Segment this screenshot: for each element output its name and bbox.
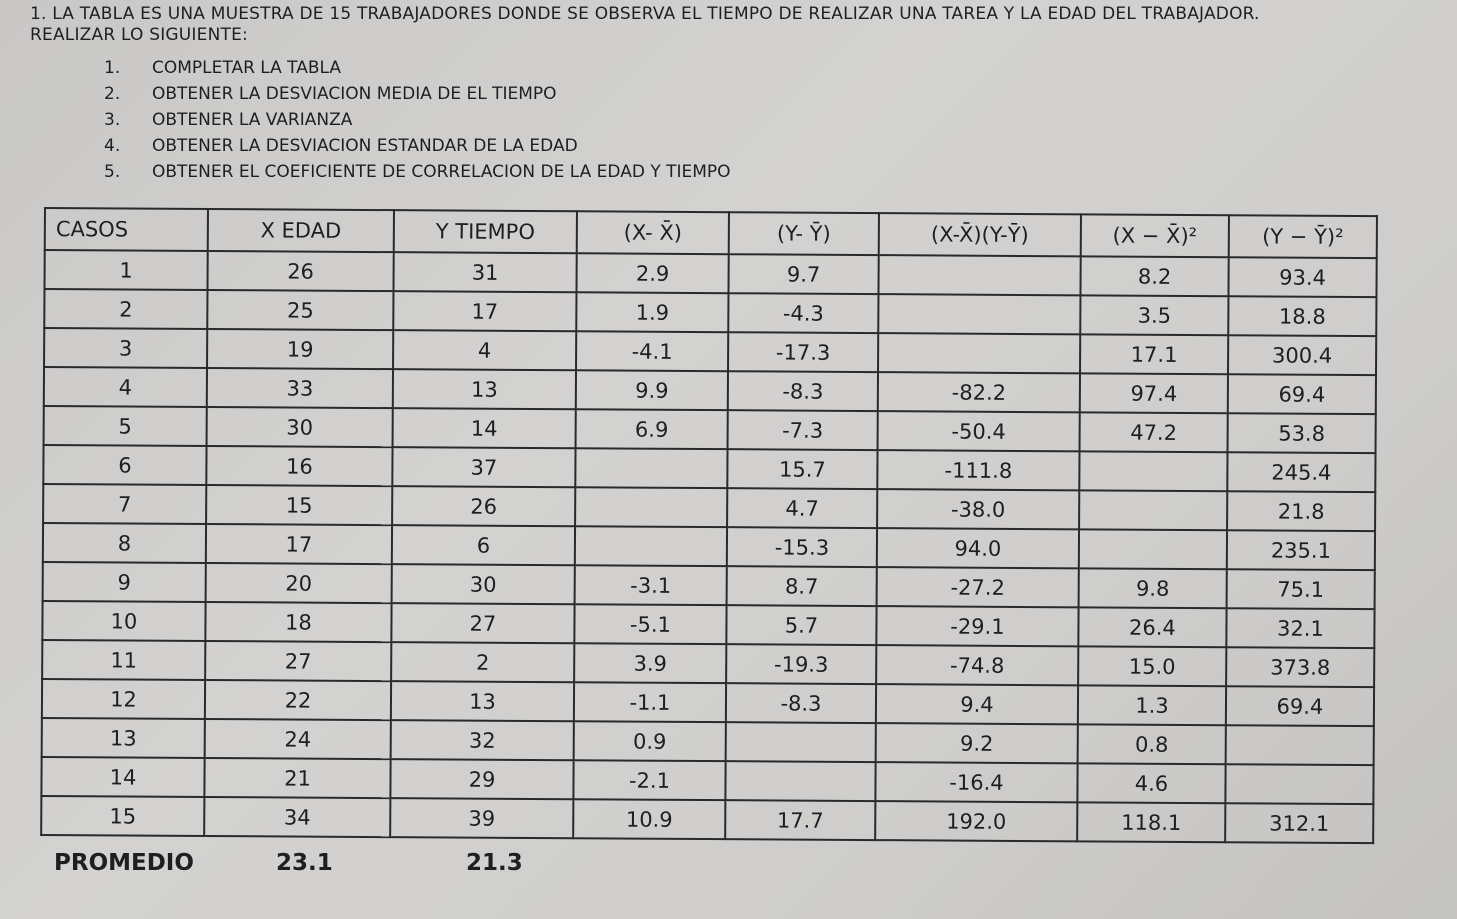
table-cell: 97.4 xyxy=(1080,373,1228,413)
table-cell: 4 xyxy=(44,367,207,407)
task-number: 3. xyxy=(104,110,121,130)
table-cell xyxy=(575,526,727,566)
table-cell: 3.9 xyxy=(574,643,726,683)
instruction-line-1: 1. LA TABLA ES UNA MUESTRA DE 15 TRABAJADORES DONDE SE OBSERVA EL TIEMPO DE REALIZAR UNA TAREA Y LA EDAD DEL TRABAJADOR. xyxy=(30,4,1260,24)
table-cell: 26.4 xyxy=(1078,607,1226,647)
table-cell: 47.2 xyxy=(1080,412,1228,452)
table-cell: -50.4 xyxy=(878,411,1080,451)
table-cell xyxy=(575,487,727,527)
table-cell: -4.3 xyxy=(728,293,878,333)
table-cell: 9.7 xyxy=(728,254,878,294)
table-cell: 9.8 xyxy=(1079,568,1227,608)
table-cell: 15 xyxy=(41,796,204,836)
table-cell: 4.7 xyxy=(727,488,877,528)
table-cell: -82.2 xyxy=(878,372,1080,412)
table-cell: 21.8 xyxy=(1227,491,1375,531)
table-cell: 2.9 xyxy=(576,253,728,293)
table-cell: 93.4 xyxy=(1228,257,1376,297)
table-cell: 6 xyxy=(392,525,575,565)
table-cell: 13 xyxy=(393,369,576,409)
table-cell: -19.3 xyxy=(726,644,876,684)
task-number: 1. xyxy=(104,58,121,78)
table-cell xyxy=(878,294,1080,334)
table-cell: 30 xyxy=(392,564,575,604)
task-item xyxy=(104,159,731,185)
table-cell: -4.1 xyxy=(576,331,728,371)
table-cell: 27 xyxy=(205,641,391,681)
table-row xyxy=(41,796,1373,843)
column-header: CASOS xyxy=(45,208,208,251)
table-cell: 3 xyxy=(44,328,207,368)
task-item xyxy=(104,107,731,133)
table-cell xyxy=(575,448,727,488)
task-text: COMPLETAR LA TABLA xyxy=(152,58,342,78)
table-cell: 5 xyxy=(44,406,207,446)
promedio-y-value: 21.3 xyxy=(466,850,523,876)
table-cell: 13 xyxy=(42,718,205,758)
table-cell: -2.1 xyxy=(573,760,725,800)
table-cell: 1 xyxy=(44,250,207,290)
table-cell: -5.1 xyxy=(574,604,726,644)
table-cell: 29 xyxy=(390,759,573,799)
table-cell: 235.1 xyxy=(1227,530,1375,570)
table-cell: 4 xyxy=(393,330,576,370)
table-cell: 1.9 xyxy=(576,292,728,332)
column-header: X EDAD xyxy=(208,209,394,252)
table-cell: -74.8 xyxy=(876,645,1078,685)
table-cell: 10.9 xyxy=(573,799,725,839)
task-number: 5. xyxy=(104,162,121,182)
column-header: (Y- Ȳ) xyxy=(729,212,879,255)
table-cell xyxy=(1079,529,1227,569)
table-cell: 94.0 xyxy=(877,528,1079,568)
table-cell: 69.4 xyxy=(1228,374,1376,414)
table-cell: 34 xyxy=(204,797,390,837)
table-cell xyxy=(1226,725,1374,765)
task-text: OBTENER LA DESVIACION MEDIA DE EL TIEMPO xyxy=(152,84,557,104)
table-cell: 2 xyxy=(44,289,207,329)
table-cell xyxy=(725,761,875,801)
table-cell: 16 xyxy=(206,446,392,486)
table-cell: 39 xyxy=(390,798,573,838)
table-cell: 26 xyxy=(207,251,393,291)
task-item xyxy=(104,81,731,107)
table-cell: 192.0 xyxy=(875,801,1077,841)
promedio-label: PROMEDIO xyxy=(54,850,194,876)
table-cell: 21 xyxy=(204,758,390,798)
instructions xyxy=(30,4,1430,46)
table-cell: 18.8 xyxy=(1228,296,1376,336)
table-cell xyxy=(1079,490,1227,530)
table-cell: 22 xyxy=(205,680,391,720)
table-cell: -27.2 xyxy=(877,567,1079,607)
table-cell: 20 xyxy=(206,563,392,603)
table-cell: 2 xyxy=(391,642,574,682)
table-cell: -38.0 xyxy=(877,489,1079,529)
table-cell: 25 xyxy=(207,290,393,330)
table-cell: 1.3 xyxy=(1078,685,1226,725)
table-cell xyxy=(1079,451,1227,491)
table-cell: 13 xyxy=(391,681,574,721)
table-cell: 373.8 xyxy=(1226,647,1374,687)
table-cell: 17 xyxy=(393,291,576,331)
promedio-x-value: 23.1 xyxy=(276,850,333,876)
table-cell: 8 xyxy=(43,523,206,563)
table-cell: 69.4 xyxy=(1226,686,1374,726)
table-cell: -1.1 xyxy=(574,682,726,722)
table-cell: 9.2 xyxy=(876,723,1078,763)
table-cell: -7.3 xyxy=(728,410,878,450)
column-header: (X- X̄) xyxy=(577,211,729,254)
instruction-line-2: REALIZAR LO SIGUIENTE: xyxy=(30,25,248,45)
table-cell xyxy=(726,722,876,762)
table-cell: 14 xyxy=(41,757,204,797)
column-header: (Y − Ȳ)² xyxy=(1229,215,1377,258)
task-item xyxy=(104,55,731,81)
table-cell: 5.7 xyxy=(726,605,876,645)
table-cell: -8.3 xyxy=(728,371,878,411)
table-cell: 31 xyxy=(393,252,576,292)
table-cell: -16.4 xyxy=(875,762,1077,802)
table-cell: 14 xyxy=(393,408,576,448)
column-header: (X-X̄)(Y-Ȳ) xyxy=(879,213,1081,256)
table-cell: 0.9 xyxy=(574,721,726,761)
table-cell: 4.6 xyxy=(1077,763,1225,803)
table-cell: 8.7 xyxy=(727,566,877,606)
table-cell: 15.0 xyxy=(1078,646,1226,686)
table-cell: 15 xyxy=(206,485,392,525)
table-cell: 33 xyxy=(207,368,393,408)
table-cell: -3.1 xyxy=(575,565,727,605)
table-cell: 26 xyxy=(392,486,575,526)
table-cell: 300.4 xyxy=(1228,335,1376,375)
table-cell: 9 xyxy=(43,562,206,602)
data-table xyxy=(40,207,1378,844)
table-cell: -17.3 xyxy=(728,332,878,372)
table-cell: 12 xyxy=(42,679,205,719)
table-cell xyxy=(878,333,1080,373)
table-cell: 10 xyxy=(42,601,205,641)
table-cell: 7 xyxy=(43,484,206,524)
table-cell: -29.1 xyxy=(876,606,1078,646)
task-number: 4. xyxy=(104,136,121,156)
table-cell: 312.1 xyxy=(1225,803,1373,843)
table-cell: 15.7 xyxy=(727,449,877,489)
table-cell: 75.1 xyxy=(1227,569,1375,609)
table-cell: 8.2 xyxy=(1080,256,1228,296)
table-cell: 18 xyxy=(205,602,391,642)
table-cell: 0.8 xyxy=(1078,724,1226,764)
table-cell: 118.1 xyxy=(1077,802,1225,842)
table-cell xyxy=(878,255,1080,295)
table-cell: 11 xyxy=(42,640,205,680)
table-cell: 37 xyxy=(392,447,575,487)
table-cell: 53.8 xyxy=(1228,413,1376,453)
task-text: OBTENER LA DESVIACION ESTANDAR DE LA EDAD xyxy=(152,136,578,156)
table-cell: 19 xyxy=(207,329,393,369)
task-text: OBTENER EL COEFICIENTE DE CORRELACION DE LA EDAD Y TIEMPO xyxy=(152,162,731,182)
column-header: Y TIEMPO xyxy=(394,210,577,253)
task-list xyxy=(104,55,731,185)
table-cell: 3.5 xyxy=(1080,295,1228,335)
table-cell: 245.4 xyxy=(1227,452,1375,492)
table-cell xyxy=(1225,764,1373,804)
table-cell: 24 xyxy=(205,719,391,759)
table-cell: 30 xyxy=(207,407,393,447)
table-cell: -15.3 xyxy=(727,527,877,567)
task-number: 2. xyxy=(104,84,121,104)
table-cell: 6.9 xyxy=(576,409,728,449)
task-item xyxy=(104,133,731,159)
table-cell: 9.4 xyxy=(876,684,1078,724)
table-cell: 6 xyxy=(43,445,206,485)
column-header: (X − X̄)² xyxy=(1081,214,1229,257)
task-text: OBTENER LA VARIANZA xyxy=(152,110,353,130)
table-cell: 17 xyxy=(206,524,392,564)
table-cell: -8.3 xyxy=(726,683,876,723)
table-cell: 17.1 xyxy=(1080,334,1228,374)
table-cell: 9.9 xyxy=(576,370,728,410)
table-cell: 32.1 xyxy=(1226,608,1374,648)
table-cell: 32 xyxy=(391,720,574,760)
table-cell: 17.7 xyxy=(725,800,875,840)
table-cell: -111.8 xyxy=(877,450,1079,490)
table-cell: 27 xyxy=(391,603,574,643)
